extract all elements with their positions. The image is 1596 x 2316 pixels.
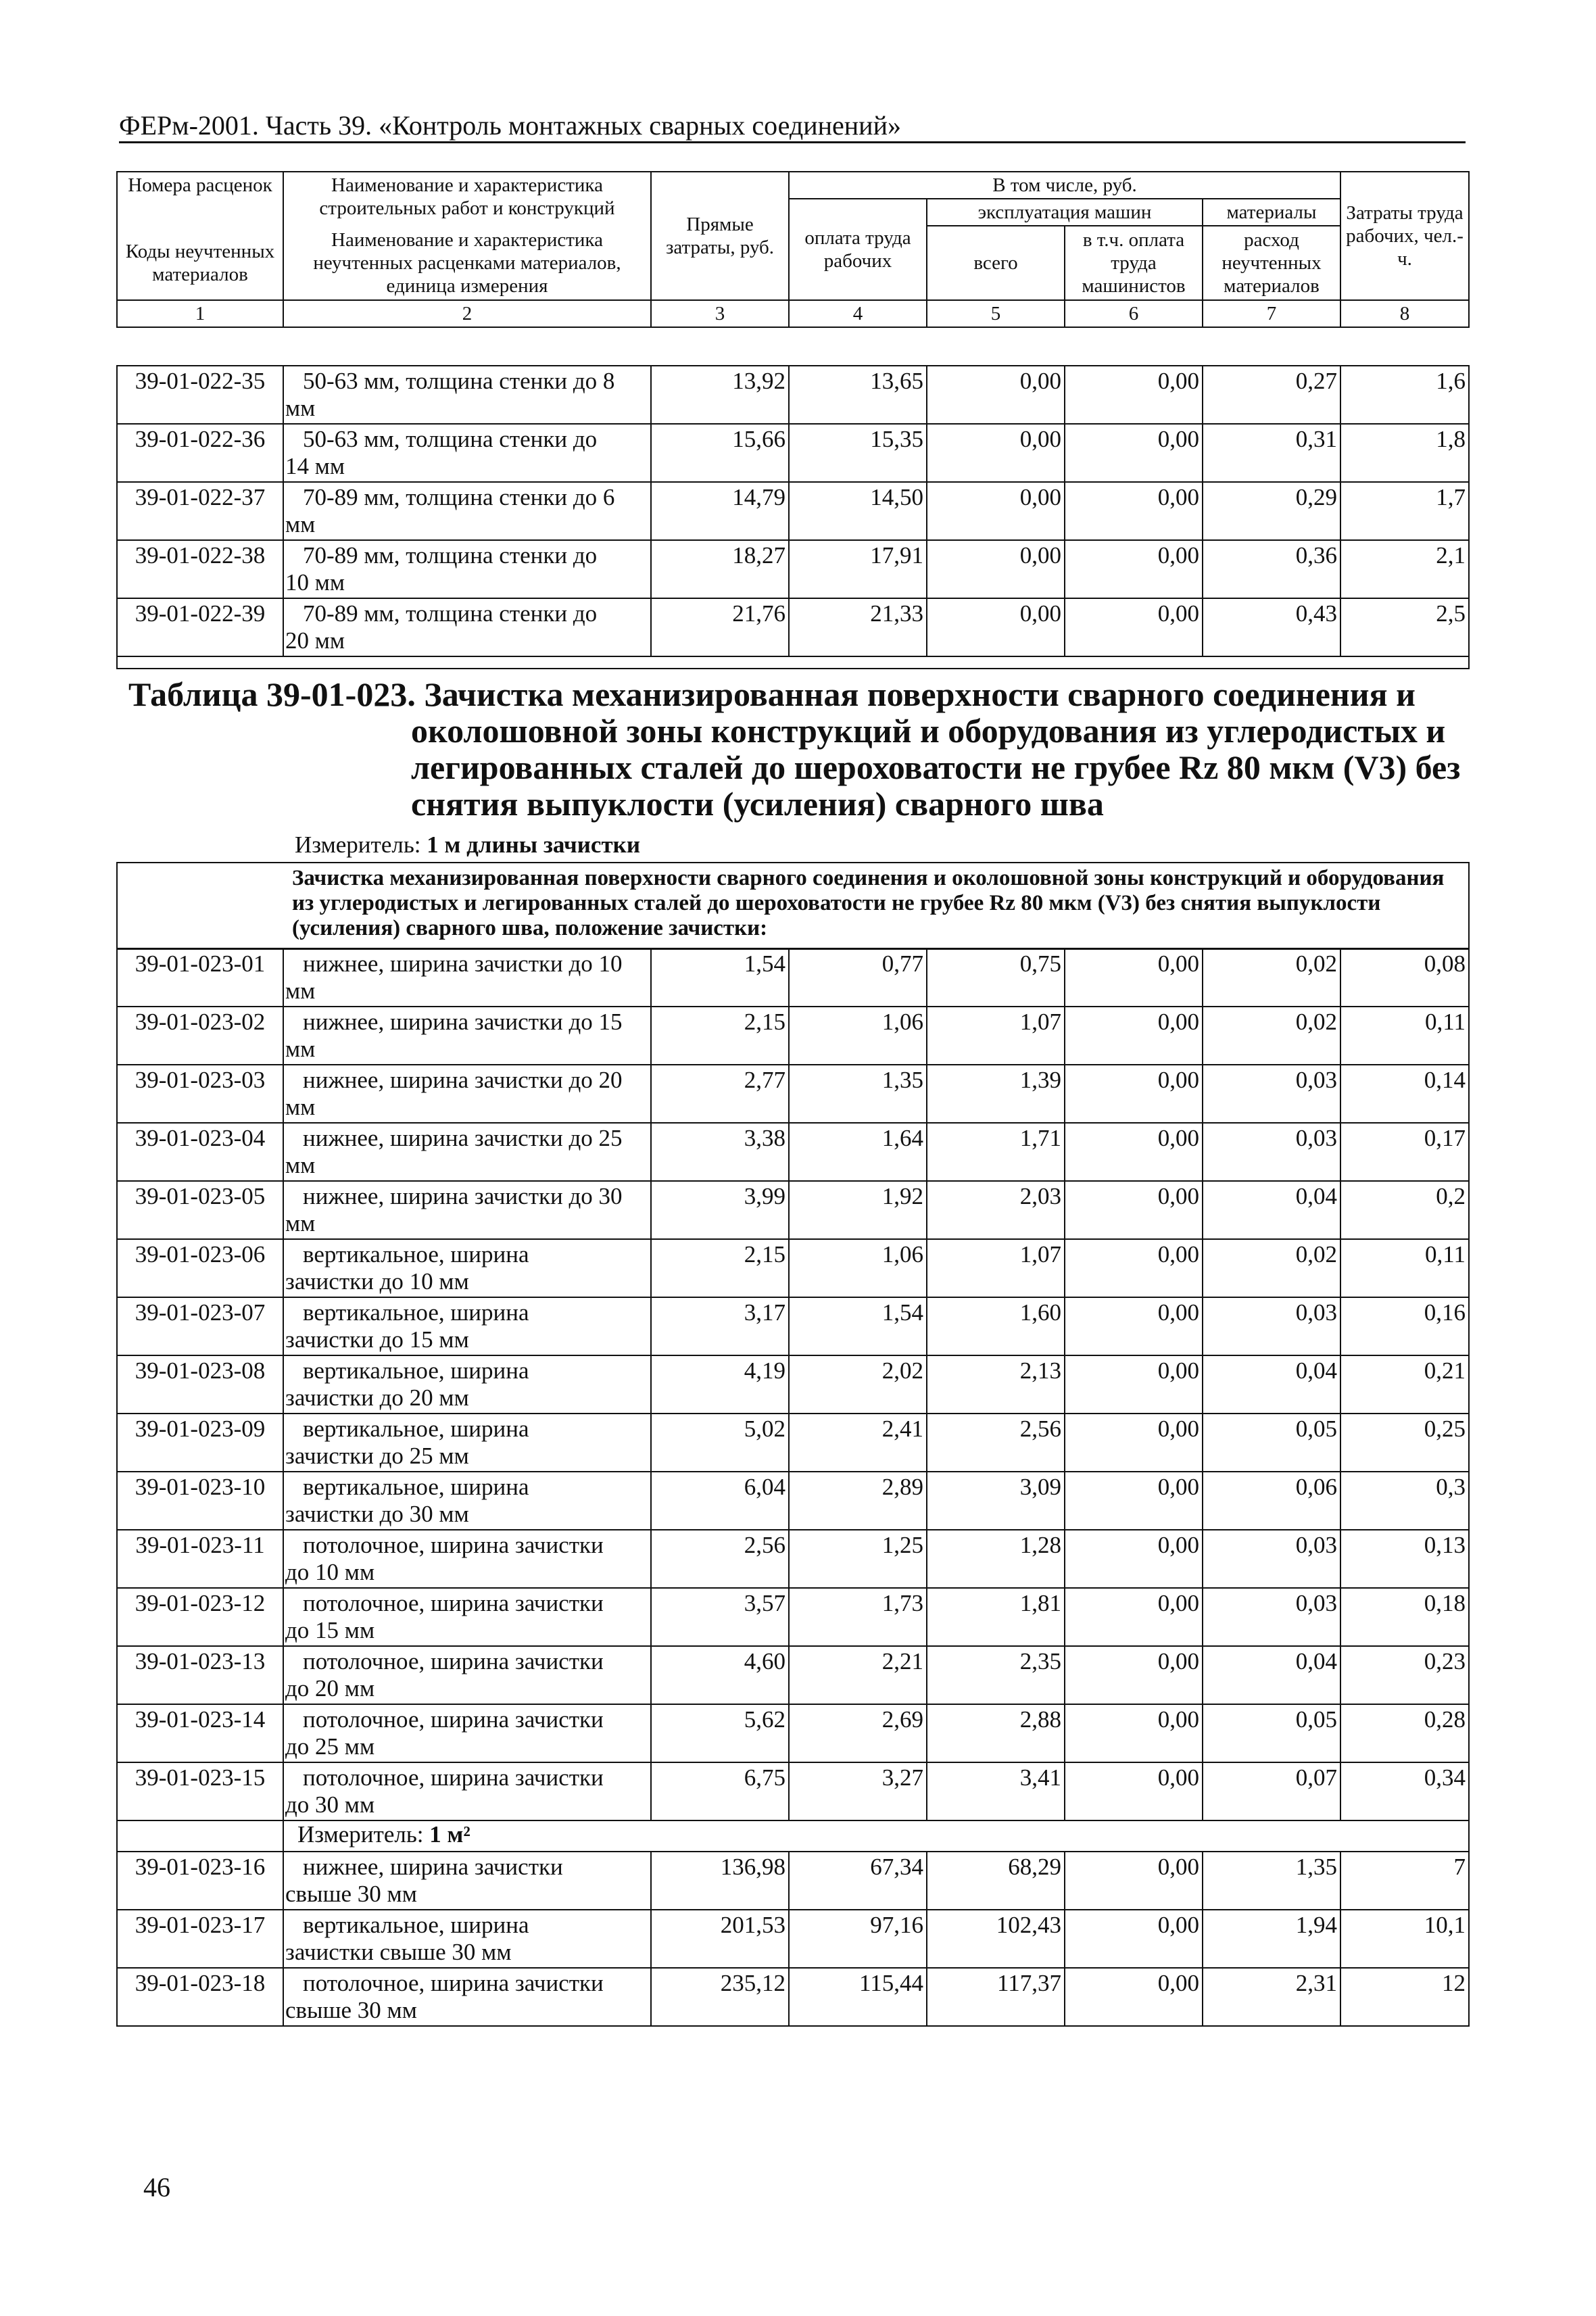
- header-codes-top: Номера расценок: [117, 172, 283, 226]
- work-description-line: до 10 мм: [285, 1559, 375, 1585]
- value-cell: 0,11: [1340, 1007, 1469, 1065]
- work-description-line: свыше 30 мм: [285, 1881, 417, 1907]
- rate-code: 39-01-023-13: [117, 1646, 283, 1704]
- rate-code: 39-01-023-16: [117, 1852, 283, 1910]
- value-cell: 2,41: [789, 1414, 927, 1472]
- value-cell: 14,79: [651, 482, 789, 540]
- value-cell: 0,00: [1065, 1355, 1203, 1414]
- meter-row: [117, 1820, 1469, 1852]
- work-description-line: 50-63 мм, толщина стенки до 8: [303, 368, 615, 394]
- table-row: [117, 1297, 1469, 1355]
- value-cell: 0,36: [1203, 540, 1340, 598]
- table-row: [117, 540, 1469, 598]
- value-cell: 2,15: [651, 1007, 789, 1065]
- value-cell: 0,00: [1065, 540, 1203, 598]
- rate-code: 39-01-023-06: [117, 1239, 283, 1297]
- rate-code: 39-01-023-15: [117, 1762, 283, 1820]
- rate-code: 39-01-022-37: [117, 482, 283, 540]
- value-cell: 0,00: [1065, 1181, 1203, 1239]
- value-cell: 0,34: [1340, 1762, 1469, 1820]
- table-title: [128, 676, 1474, 822]
- work-description-line: 20 мм: [285, 627, 345, 654]
- value-cell: 0,03: [1203, 1530, 1340, 1588]
- work-description: [283, 1762, 651, 1820]
- header-labor: Затраты труда рабочих, чел.-ч.: [1340, 172, 1469, 300]
- value-cell: 0,11: [1340, 1239, 1469, 1297]
- value-cell: 2,5: [1340, 598, 1469, 656]
- value-cell: 2,35: [927, 1646, 1065, 1704]
- value-cell: 0,17: [1340, 1123, 1469, 1181]
- value-cell: 115,44: [789, 1968, 927, 2026]
- value-cell: 2,69: [789, 1704, 927, 1762]
- value-cell: 0,00: [927, 424, 1065, 482]
- work-description-line: мм: [285, 1152, 316, 1178]
- work-description-line: 10 мм: [285, 569, 345, 596]
- value-cell: 3,27: [789, 1762, 927, 1820]
- value-cell: 6,04: [651, 1472, 789, 1530]
- value-cell: 0,00: [1065, 1530, 1203, 1588]
- value-cell: 6,75: [651, 1762, 789, 1820]
- rate-code: 39-01-022-38: [117, 540, 283, 598]
- table-title-line: Таблица 39-01-023. Зачистка механизированная поверхности сварного соединения и: [128, 675, 1416, 713]
- work-description-line: вертикальное, ширина: [303, 1299, 529, 1326]
- value-cell: 0,2: [1340, 1181, 1469, 1239]
- work-description-line: 70-89 мм, толщина стенки до 6: [303, 484, 615, 510]
- meter-value: 1 м длины зачистки: [427, 831, 640, 858]
- work-description: [283, 540, 651, 598]
- header-rule: [119, 141, 1466, 143]
- header-wages: оплата труда рабочих: [789, 199, 927, 300]
- work-description-line: мм: [285, 978, 316, 1004]
- value-cell: 0,25: [1340, 1414, 1469, 1472]
- value-cell: 15,35: [789, 424, 927, 482]
- work-description-line: 70-89 мм, толщина стенки до: [303, 600, 598, 627]
- table-row: [117, 482, 1469, 540]
- value-cell: 0,00: [1065, 598, 1203, 656]
- value-cell: 1,92: [789, 1181, 927, 1239]
- rate-code: 39-01-023-05: [117, 1181, 283, 1239]
- value-cell: 2,31: [1203, 1968, 1340, 2026]
- work-description: [283, 1007, 651, 1065]
- table-row: [117, 1472, 1469, 1530]
- work-description: [283, 1852, 651, 1910]
- work-description: [283, 366, 651, 424]
- work-description: [283, 1181, 651, 1239]
- work-description-line: нижнее, ширина зачистки до 25: [303, 1125, 623, 1151]
- rate-code: 39-01-023-10: [117, 1472, 283, 1530]
- value-cell: 0,75: [927, 948, 1065, 1007]
- value-cell: 2,88: [927, 1704, 1065, 1762]
- rate-code: 39-01-023-08: [117, 1355, 283, 1414]
- work-description: [283, 1239, 651, 1297]
- col-number: 1: [117, 300, 283, 327]
- rates-table-022: [116, 365, 1470, 669]
- work-description-line: до 25 мм: [285, 1733, 375, 1760]
- value-cell: 3,38: [651, 1123, 789, 1181]
- value-cell: 1,64: [789, 1123, 927, 1181]
- section-description: Зачистка механизированная поверхности сварного соединения и околошовной зоны конструкций и оборудования из углеродистых и легированных сталей до шероховатости не грубее Rz 80 мкм (V3) без снятия выпуклости (усиления) сварного шва, положение зачистки:: [117, 863, 1469, 949]
- table-row: [117, 1239, 1469, 1297]
- work-description: [283, 1123, 651, 1181]
- header-codes-bottom: Коды неучтенных материалов: [117, 226, 283, 300]
- work-description-line: зачистки до 25 мм: [285, 1443, 469, 1469]
- value-cell: 13,65: [789, 366, 927, 424]
- col-number: 6: [1065, 300, 1203, 327]
- table-row: [117, 1414, 1469, 1472]
- header-incl: В том числе, руб.: [789, 172, 1340, 199]
- value-cell: 1,6: [1340, 366, 1469, 424]
- meter-label: Измеритель: 1 м длины зачистки: [295, 831, 640, 858]
- value-cell: 13,92: [651, 366, 789, 424]
- value-cell: 1,35: [789, 1065, 927, 1123]
- work-description: [283, 1910, 651, 1968]
- value-cell: 136,98: [651, 1852, 789, 1910]
- value-cell: 0,00: [1065, 1414, 1203, 1472]
- value-cell: 0,29: [1203, 482, 1340, 540]
- value-cell: 0,03: [1203, 1588, 1340, 1646]
- work-description: [283, 1646, 651, 1704]
- work-description-line: нижнее, ширина зачистки: [303, 1854, 563, 1880]
- value-cell: 0,27: [1203, 366, 1340, 424]
- work-description-line: потолочное, ширина зачистки: [303, 1590, 604, 1616]
- value-cell: 1,8: [1340, 424, 1469, 482]
- table-row: [117, 1646, 1469, 1704]
- work-description: [283, 1065, 651, 1123]
- col-number: 5: [927, 300, 1065, 327]
- value-cell: 0,00: [1065, 1588, 1203, 1646]
- value-cell: 0,02: [1203, 1007, 1340, 1065]
- value-cell: 0,00: [1065, 1297, 1203, 1355]
- value-cell: 1,60: [927, 1297, 1065, 1355]
- rate-code: 39-01-023-14: [117, 1704, 283, 1762]
- table-row: [117, 1355, 1469, 1414]
- work-description-line: 70-89 мм, толщина стенки до: [303, 542, 598, 569]
- rate-code: 39-01-022-39: [117, 598, 283, 656]
- work-description-line: до 15 мм: [285, 1617, 375, 1643]
- work-description-line: свыше 30 мм: [285, 1997, 417, 2023]
- value-cell: 2,56: [651, 1530, 789, 1588]
- rate-code: 39-01-023-18: [117, 1968, 283, 2026]
- value-cell: 0,00: [1065, 1762, 1203, 1820]
- table-row: [117, 1007, 1469, 1065]
- work-description: [283, 1472, 651, 1530]
- value-cell: 0,00: [1065, 1852, 1203, 1910]
- table-row: [117, 1181, 1469, 1239]
- work-description: [283, 1530, 651, 1588]
- value-cell: 3,41: [927, 1762, 1065, 1820]
- work-description-line: вертикальное, ширина: [303, 1912, 529, 1938]
- value-cell: 0,31: [1203, 424, 1340, 482]
- table-row: [117, 1530, 1469, 1588]
- value-cell: 1,07: [927, 1239, 1065, 1297]
- table-row: [117, 424, 1469, 482]
- work-description-line: нижнее, ширина зачистки до 30: [303, 1183, 623, 1209]
- work-description-line: зачистки свыше 30 мм: [285, 1939, 512, 1965]
- rate-code: 39-01-022-36: [117, 424, 283, 482]
- value-cell: 3,99: [651, 1181, 789, 1239]
- value-cell: 2,1: [1340, 540, 1469, 598]
- value-cell: 5,02: [651, 1414, 789, 1472]
- value-cell: 2,21: [789, 1646, 927, 1704]
- value-cell: 0,05: [1203, 1704, 1340, 1762]
- table-title-line: снятия выпуклости (усиления) сварного шва: [411, 785, 1104, 823]
- header-name-bottom: Наименование и характеристика неучтенных расценками материалов, единица измерения: [283, 226, 651, 300]
- value-cell: 5,62: [651, 1704, 789, 1762]
- work-description-line: зачистки до 30 мм: [285, 1501, 469, 1527]
- value-cell: 0,03: [1203, 1123, 1340, 1181]
- value-cell: 0,00: [1065, 1910, 1203, 1968]
- work-description-line: вертикальное, ширина: [303, 1474, 529, 1500]
- value-cell: 0,00: [927, 598, 1065, 656]
- rate-code: 39-01-023-04: [117, 1123, 283, 1181]
- rate-code: 39-01-023-17: [117, 1910, 283, 1968]
- work-description-line: потолочное, ширина зачистки: [303, 1532, 604, 1558]
- table-row: [117, 366, 1469, 424]
- rate-code: 39-01-023-07: [117, 1297, 283, 1355]
- header-machines-total: всего: [927, 226, 1065, 300]
- value-cell: 17,91: [789, 540, 927, 598]
- value-cell: 18,27: [651, 540, 789, 598]
- header-name-top: Наименование и характеристика строительных работ и конструкций: [283, 172, 651, 226]
- table-row: [117, 1065, 1469, 1123]
- value-cell: 117,37: [927, 1968, 1065, 2026]
- col-number: 4: [789, 300, 927, 327]
- value-cell: 0,02: [1203, 948, 1340, 1007]
- work-description-line: зачистки до 15 мм: [285, 1326, 469, 1353]
- value-cell: 0,00: [1065, 424, 1203, 482]
- value-cell: 0,03: [1203, 1065, 1340, 1123]
- value-cell: 7: [1340, 1852, 1469, 1910]
- value-cell: 0,00: [1065, 1065, 1203, 1123]
- table-title-line: легированных сталей до шероховатости не грубее Rz 80 мкм (V3) без: [411, 748, 1461, 786]
- value-cell: 2,89: [789, 1472, 927, 1530]
- rate-code: 39-01-023-12: [117, 1588, 283, 1646]
- value-cell: 2,13: [927, 1355, 1065, 1414]
- col-number: 7: [1203, 300, 1340, 327]
- work-description: [283, 1297, 651, 1355]
- work-description: [283, 948, 651, 1007]
- work-description-line: зачистки до 20 мм: [285, 1384, 469, 1411]
- work-description-line: мм: [285, 395, 316, 421]
- work-description-line: 14 мм: [285, 453, 345, 479]
- table-row: [117, 1704, 1469, 1762]
- value-cell: 2,56: [927, 1414, 1065, 1472]
- value-cell: 1,06: [789, 1007, 927, 1065]
- value-cell: 0,3: [1340, 1472, 1469, 1530]
- value-cell: 0,00: [927, 540, 1065, 598]
- value-cell: 4,19: [651, 1355, 789, 1414]
- value-cell: 0,13: [1340, 1530, 1469, 1588]
- value-cell: 15,66: [651, 424, 789, 482]
- table-row: [117, 1588, 1469, 1646]
- value-cell: 1,73: [789, 1588, 927, 1646]
- section-header-table: [116, 862, 1470, 950]
- running-head: ФЕРм-2001. Часть 39. «Контроль монтажных сварных соединений»: [119, 110, 901, 141]
- work-description-line: вертикальное, ширина: [303, 1241, 529, 1268]
- value-cell: 0,00: [1065, 482, 1203, 540]
- value-cell: 0,08: [1340, 948, 1469, 1007]
- col-number: 8: [1340, 300, 1469, 327]
- work-description: [283, 598, 651, 656]
- value-cell: 201,53: [651, 1910, 789, 1968]
- table-row: [117, 948, 1469, 1007]
- value-cell: 0,04: [1203, 1355, 1340, 1414]
- value-cell: 0,00: [1065, 1239, 1203, 1297]
- work-description: [283, 1968, 651, 2026]
- value-cell: 67,34: [789, 1852, 927, 1910]
- rate-code: 39-01-023-01: [117, 948, 283, 1007]
- value-cell: 0,77: [789, 948, 927, 1007]
- work-description: [283, 1588, 651, 1646]
- value-cell: 0,00: [1065, 366, 1203, 424]
- work-description-line: зачистки до 10 мм: [285, 1268, 469, 1295]
- value-cell: 0,21: [1340, 1355, 1469, 1414]
- value-cell: 0,07: [1203, 1762, 1340, 1820]
- value-cell: 2,15: [651, 1239, 789, 1297]
- value-cell: 0,28: [1340, 1704, 1469, 1762]
- value-cell: 2,77: [651, 1065, 789, 1123]
- value-cell: 97,16: [789, 1910, 927, 1968]
- value-cell: 0,00: [1065, 1646, 1203, 1704]
- value-cell: 0,03: [1203, 1297, 1340, 1355]
- work-description-line: мм: [285, 1094, 316, 1120]
- work-description-line: вертикальное, ширина: [303, 1357, 529, 1384]
- value-cell: 0,14: [1340, 1065, 1469, 1123]
- value-cell: 0,05: [1203, 1414, 1340, 1472]
- value-cell: 0,00: [1065, 1007, 1203, 1065]
- value-cell: 12: [1340, 1968, 1469, 2026]
- value-cell: 2,03: [927, 1181, 1065, 1239]
- rate-code: 39-01-023-09: [117, 1414, 283, 1472]
- rate-code: 39-01-023-11: [117, 1530, 283, 1588]
- meter-value: 1 м²: [429, 1821, 470, 1848]
- value-cell: 4,60: [651, 1646, 789, 1704]
- value-cell: 0,43: [1203, 598, 1340, 656]
- work-description-line: до 30 мм: [285, 1791, 375, 1818]
- value-cell: 235,12: [651, 1968, 789, 2026]
- col-number: 3: [651, 300, 789, 327]
- value-cell: 0,04: [1203, 1181, 1340, 1239]
- value-cell: 0,00: [1065, 1968, 1203, 2026]
- value-cell: 1,07: [927, 1007, 1065, 1065]
- value-cell: 1,25: [789, 1530, 927, 1588]
- work-description-line: нижнее, ширина зачистки до 20: [303, 1067, 623, 1093]
- table-spacer-row: [117, 656, 1469, 669]
- value-cell: 21,33: [789, 598, 927, 656]
- value-cell: 0,16: [1340, 1297, 1469, 1355]
- value-cell: 0,00: [1065, 948, 1203, 1007]
- value-cell: 0,23: [1340, 1646, 1469, 1704]
- table-row: [117, 1910, 1469, 1968]
- meter-cell: Измеритель: 1 м²: [283, 1820, 1469, 1852]
- value-cell: 1,94: [1203, 1910, 1340, 1968]
- value-cell: 0,18: [1340, 1588, 1469, 1646]
- value-cell: 0,02: [1203, 1239, 1340, 1297]
- header-direct-costs: Прямые затраты, руб.: [651, 172, 789, 300]
- value-cell: 14,50: [789, 482, 927, 540]
- value-cell: 21,76: [651, 598, 789, 656]
- value-cell: 102,43: [927, 1910, 1065, 1968]
- header-operators-wages: в т.ч. оплата труда машинистов: [1065, 226, 1203, 300]
- table-row: [117, 598, 1469, 656]
- value-cell: 0,00: [1065, 1704, 1203, 1762]
- header-machines: эксплуатация машин: [927, 199, 1203, 226]
- value-cell: 1,28: [927, 1530, 1065, 1588]
- value-cell: 10,1: [1340, 1910, 1469, 1968]
- work-description: [283, 1704, 651, 1762]
- value-cell: 3,09: [927, 1472, 1065, 1530]
- value-cell: 1,71: [927, 1123, 1065, 1181]
- work-description-line: потолочное, ширина зачистки: [303, 1648, 604, 1674]
- value-cell: 1,7: [1340, 482, 1469, 540]
- work-description: [283, 482, 651, 540]
- work-description-line: до 20 мм: [285, 1675, 375, 1702]
- value-cell: 0,00: [927, 482, 1065, 540]
- work-description-line: вертикальное, ширина: [303, 1416, 529, 1442]
- rates-table-023: [116, 948, 1470, 2027]
- table-row: [117, 1968, 1469, 2026]
- work-description-line: 50-63 мм, толщина стенки до: [303, 426, 598, 452]
- work-description-line: потолочное, ширина зачистки: [303, 1764, 604, 1791]
- value-cell: 1,35: [1203, 1852, 1340, 1910]
- column-numbers-row: [117, 300, 1469, 327]
- work-description-line: мм: [285, 511, 316, 537]
- value-cell: 1,81: [927, 1588, 1065, 1646]
- work-description-line: нижнее, ширина зачистки до 15: [303, 1009, 623, 1035]
- table-row: [117, 1852, 1469, 1910]
- table-row: [117, 1123, 1469, 1181]
- header-material-use: расход неучтенных материалов: [1203, 226, 1340, 300]
- work-description-line: потолочное, ширина зачистки: [303, 1970, 604, 1996]
- value-cell: 0,00: [1065, 1123, 1203, 1181]
- work-description: [283, 1414, 651, 1472]
- work-description-line: нижнее, ширина зачистки до 10: [303, 950, 623, 977]
- work-description: [283, 1355, 651, 1414]
- value-cell: 0,00: [927, 366, 1065, 424]
- rate-code: 39-01-023-03: [117, 1065, 283, 1123]
- value-cell: 3,17: [651, 1297, 789, 1355]
- work-description-line: потолочное, ширина зачистки: [303, 1706, 604, 1733]
- rate-code: 39-01-023-02: [117, 1007, 283, 1065]
- value-cell: 0,04: [1203, 1646, 1340, 1704]
- page-number: 46: [143, 2172, 170, 2202]
- value-cell: 1,06: [789, 1239, 927, 1297]
- column-header-table: [116, 171, 1470, 328]
- value-cell: 3,57: [651, 1588, 789, 1646]
- value-cell: 2,02: [789, 1355, 927, 1414]
- value-cell: 1,54: [651, 948, 789, 1007]
- table-title-line: околошовной зоны конструкций и оборудования из углеродистых и: [411, 712, 1446, 750]
- work-description-line: мм: [285, 1036, 316, 1062]
- work-description: [283, 424, 651, 482]
- rate-code: 39-01-022-35: [117, 366, 283, 424]
- header-materials: материалы: [1203, 199, 1340, 226]
- col-number: 2: [283, 300, 651, 327]
- value-cell: 0,06: [1203, 1472, 1340, 1530]
- work-description-line: мм: [285, 1210, 316, 1236]
- table-row: [117, 1762, 1469, 1820]
- value-cell: 1,39: [927, 1065, 1065, 1123]
- value-cell: 1,54: [789, 1297, 927, 1355]
- value-cell: 0,00: [1065, 1472, 1203, 1530]
- value-cell: 68,29: [927, 1852, 1065, 1910]
